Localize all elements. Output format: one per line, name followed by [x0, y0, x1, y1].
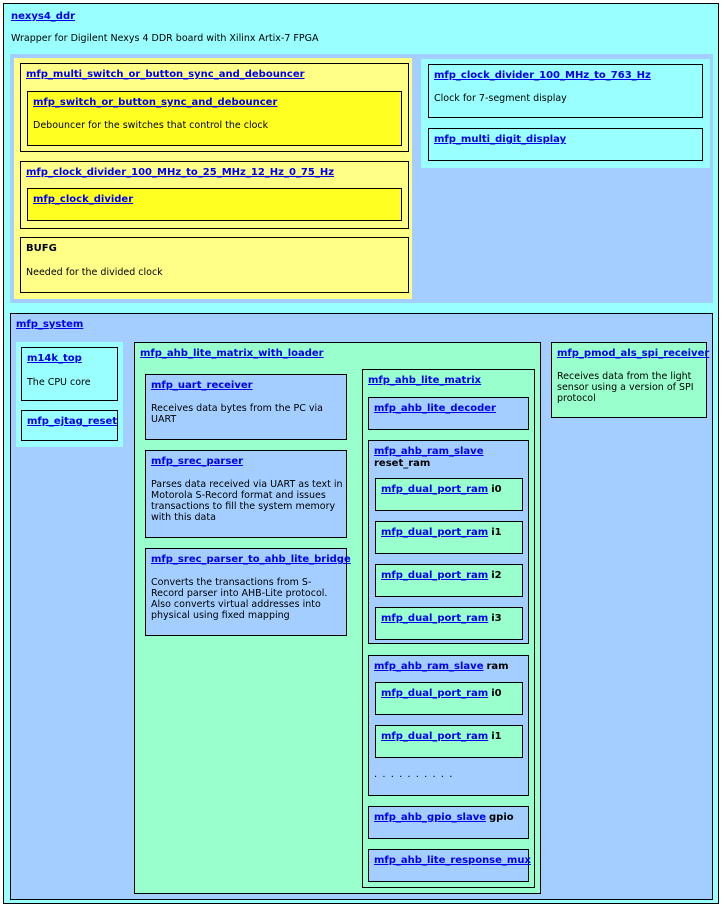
mfp-switch-sync-description: Debouncer for the switches that control the clock: [33, 120, 269, 131]
dual-port-ram-reset-i3-link[interactable]: mfp_dual_port_ram: [381, 613, 489, 624]
mfp-pmod-als-spi-receiver-module: [551, 342, 710, 418]
bufg-module: [20, 237, 409, 293]
mfp-ahb-ram-slave-inst: ram: [486, 661, 509, 672]
m14k-top-description: The CPU core: [27, 377, 91, 388]
dual-port-ram-i1-inst: i1: [491, 731, 502, 742]
mfp-multi-digit-display-module: [428, 128, 703, 161]
mfp-ahb-ram-slave-reset-instance: reset_ram: [374, 458, 431, 469]
mfp-clock-divider-763-description: Clock for 7-segment display: [434, 93, 567, 104]
dual-port-ram-reset-i0-inst: i0: [491, 484, 502, 495]
mfp-ahb-gpio-slave-inst: gpio: [489, 812, 514, 823]
dual-port-ram-i0-link[interactable]: mfp_dual_port_ram: [381, 688, 489, 699]
mfp-ahb-ram-slave-reset-link[interactable]: mfp_ahb_ram_slave: [374, 446, 484, 457]
mfp-switch-sync-module: [27, 91, 402, 146]
dual-port-ram-reset-i3: [375, 607, 523, 640]
dual-port-ram-reset-i1-inst: i1: [491, 527, 502, 538]
mfp-srec-parser-description: Parses data received via UART as text in Motorola S-Record format and issues transactions to fill the system memory with this data: [151, 479, 343, 523]
m14k-top-link[interactable]: m14k_top: [27, 353, 82, 364]
mfp-srec-parser-module: [145, 450, 347, 538]
dual-port-ram-reset-i2-inst: i2: [491, 570, 502, 581]
mfp-ejtag-reset-module: [21, 410, 118, 441]
mfp-ahb-gpio-slave-module: [368, 806, 529, 839]
dual-port-ram-reset-i1: [375, 521, 523, 554]
mfp-clock-divider-module: [27, 188, 402, 221]
mfp-uart-receiver-module: [145, 374, 347, 440]
nexys4-ddr-module: [3, 3, 719, 904]
mfp-clock-divider-25-link[interactable]: mfp_clock_divider_100_MHz_to_25_MHz_12_Hz_0_75_Hz: [26, 167, 335, 178]
dual-port-ram-i0: [375, 682, 523, 715]
dual-port-ram-reset-i1-link[interactable]: mfp_dual_port_ram: [381, 527, 489, 538]
mfp-clock-divider-763-link[interactable]: mfp_clock_divider_100_MHz_to_763_Hz: [434, 70, 651, 81]
mfp-system-link[interactable]: mfp_system: [16, 319, 84, 330]
m14k-top-module: [21, 347, 118, 401]
dual-port-ram-reset-i3-inst: i3: [491, 613, 502, 624]
dual-port-ram-i1-link[interactable]: mfp_dual_port_ram: [381, 731, 489, 742]
mfp-clock-divider-25-module: [20, 161, 409, 229]
dual-port-ram-reset-i2: [375, 564, 523, 597]
mfp-ahb-lite-response-mux-module: [368, 849, 529, 882]
nexys4-ddr-description: Wrapper for Digilent Nexys 4 DDR board with Xilinx Artix-7 FPGA: [11, 33, 319, 44]
mfp-ahb-gpio-slave-link[interactable]: mfp_ahb_gpio_slave: [374, 812, 486, 823]
mfp-system-module: [10, 313, 713, 900]
mfp-clock-divider-763-module: [428, 64, 703, 118]
mfp-srec-parser-bridge-link[interactable]: mfp_srec_parser_to_ahb_lite_bridge: [151, 554, 351, 565]
mfp-srec-parser-bridge-description: Converts the transactions from S-Record parser into AHB-Lite protocol. Also converts virtual addresses into physical using fixed mapping: [151, 577, 328, 621]
dual-port-ram-i0-inst: i0: [491, 688, 502, 699]
mfp-pmod-als-spi-receiver-description: Receives data from the light sensor using a version of SPI protocol: [557, 371, 694, 404]
mfp-multi-digit-display-link[interactable]: mfp_multi_digit_display: [434, 134, 567, 145]
dual-port-ram-reset-i2-link[interactable]: mfp_dual_port_ram: [381, 570, 489, 581]
mfp-uart-receiver-link[interactable]: mfp_uart_receiver: [151, 380, 253, 391]
mfp-ahb-lite-matrix-link[interactable]: mfp_ahb_lite_matrix: [368, 375, 482, 386]
nexys4-ddr-link[interactable]: nexys4_ddr: [11, 11, 76, 22]
mfp-ahb-lite-matrix-with-loader-link[interactable]: mfp_ahb_lite_matrix_with_loader: [140, 348, 324, 359]
mfp-switch-sync-link[interactable]: mfp_switch_or_button_sync_and_debouncer: [33, 97, 278, 108]
mfp-uart-receiver-description: Receives data bytes from the PC via UART: [151, 403, 323, 425]
mfp-clock-divider-link[interactable]: mfp_clock_divider: [33, 194, 134, 205]
ellipsis-dots: . . . . . . . . . .: [374, 769, 454, 780]
mfp-ejtag-reset-link[interactable]: mfp_ejtag_reset: [27, 416, 118, 427]
mfp-ahb-lite-decoder-module: [368, 397, 529, 430]
mfp-ahb-ram-slave-reset-module: [368, 440, 529, 644]
mfp-srec-parser-link[interactable]: mfp_srec_parser: [151, 456, 244, 467]
dual-port-ram-reset-i0: [375, 478, 523, 511]
bufg-title: BUFG: [26, 243, 57, 254]
mfp-ahb-lite-matrix-module: [362, 369, 535, 888]
mfp-ahb-lite-matrix-with-loader-module: [134, 342, 541, 894]
mfp-ahb-lite-decoder-link[interactable]: mfp_ahb_lite_decoder: [374, 403, 496, 414]
mfp-ahb-ram-slave-module: [368, 655, 529, 796]
mfp-multi-switch-sync-module: [20, 63, 409, 152]
bufg-description: Needed for the divided clock: [26, 267, 163, 278]
mfp-srec-parser-bridge-module: [145, 548, 351, 636]
dual-port-ram-reset-i0-link[interactable]: mfp_dual_port_ram: [381, 484, 489, 495]
mfp-ahb-lite-response-mux-link[interactable]: mfp_ahb_lite_response_mux: [374, 855, 531, 866]
mfp-multi-switch-sync-link[interactable]: mfp_multi_switch_or_button_sync_and_debouncer: [26, 69, 305, 80]
mfp-pmod-als-spi-receiver-link[interactable]: mfp_pmod_als_spi_receiver: [557, 348, 710, 359]
mfp-ahb-ram-slave-link[interactable]: mfp_ahb_ram_slave: [374, 661, 484, 672]
dual-port-ram-i1: [375, 725, 523, 758]
